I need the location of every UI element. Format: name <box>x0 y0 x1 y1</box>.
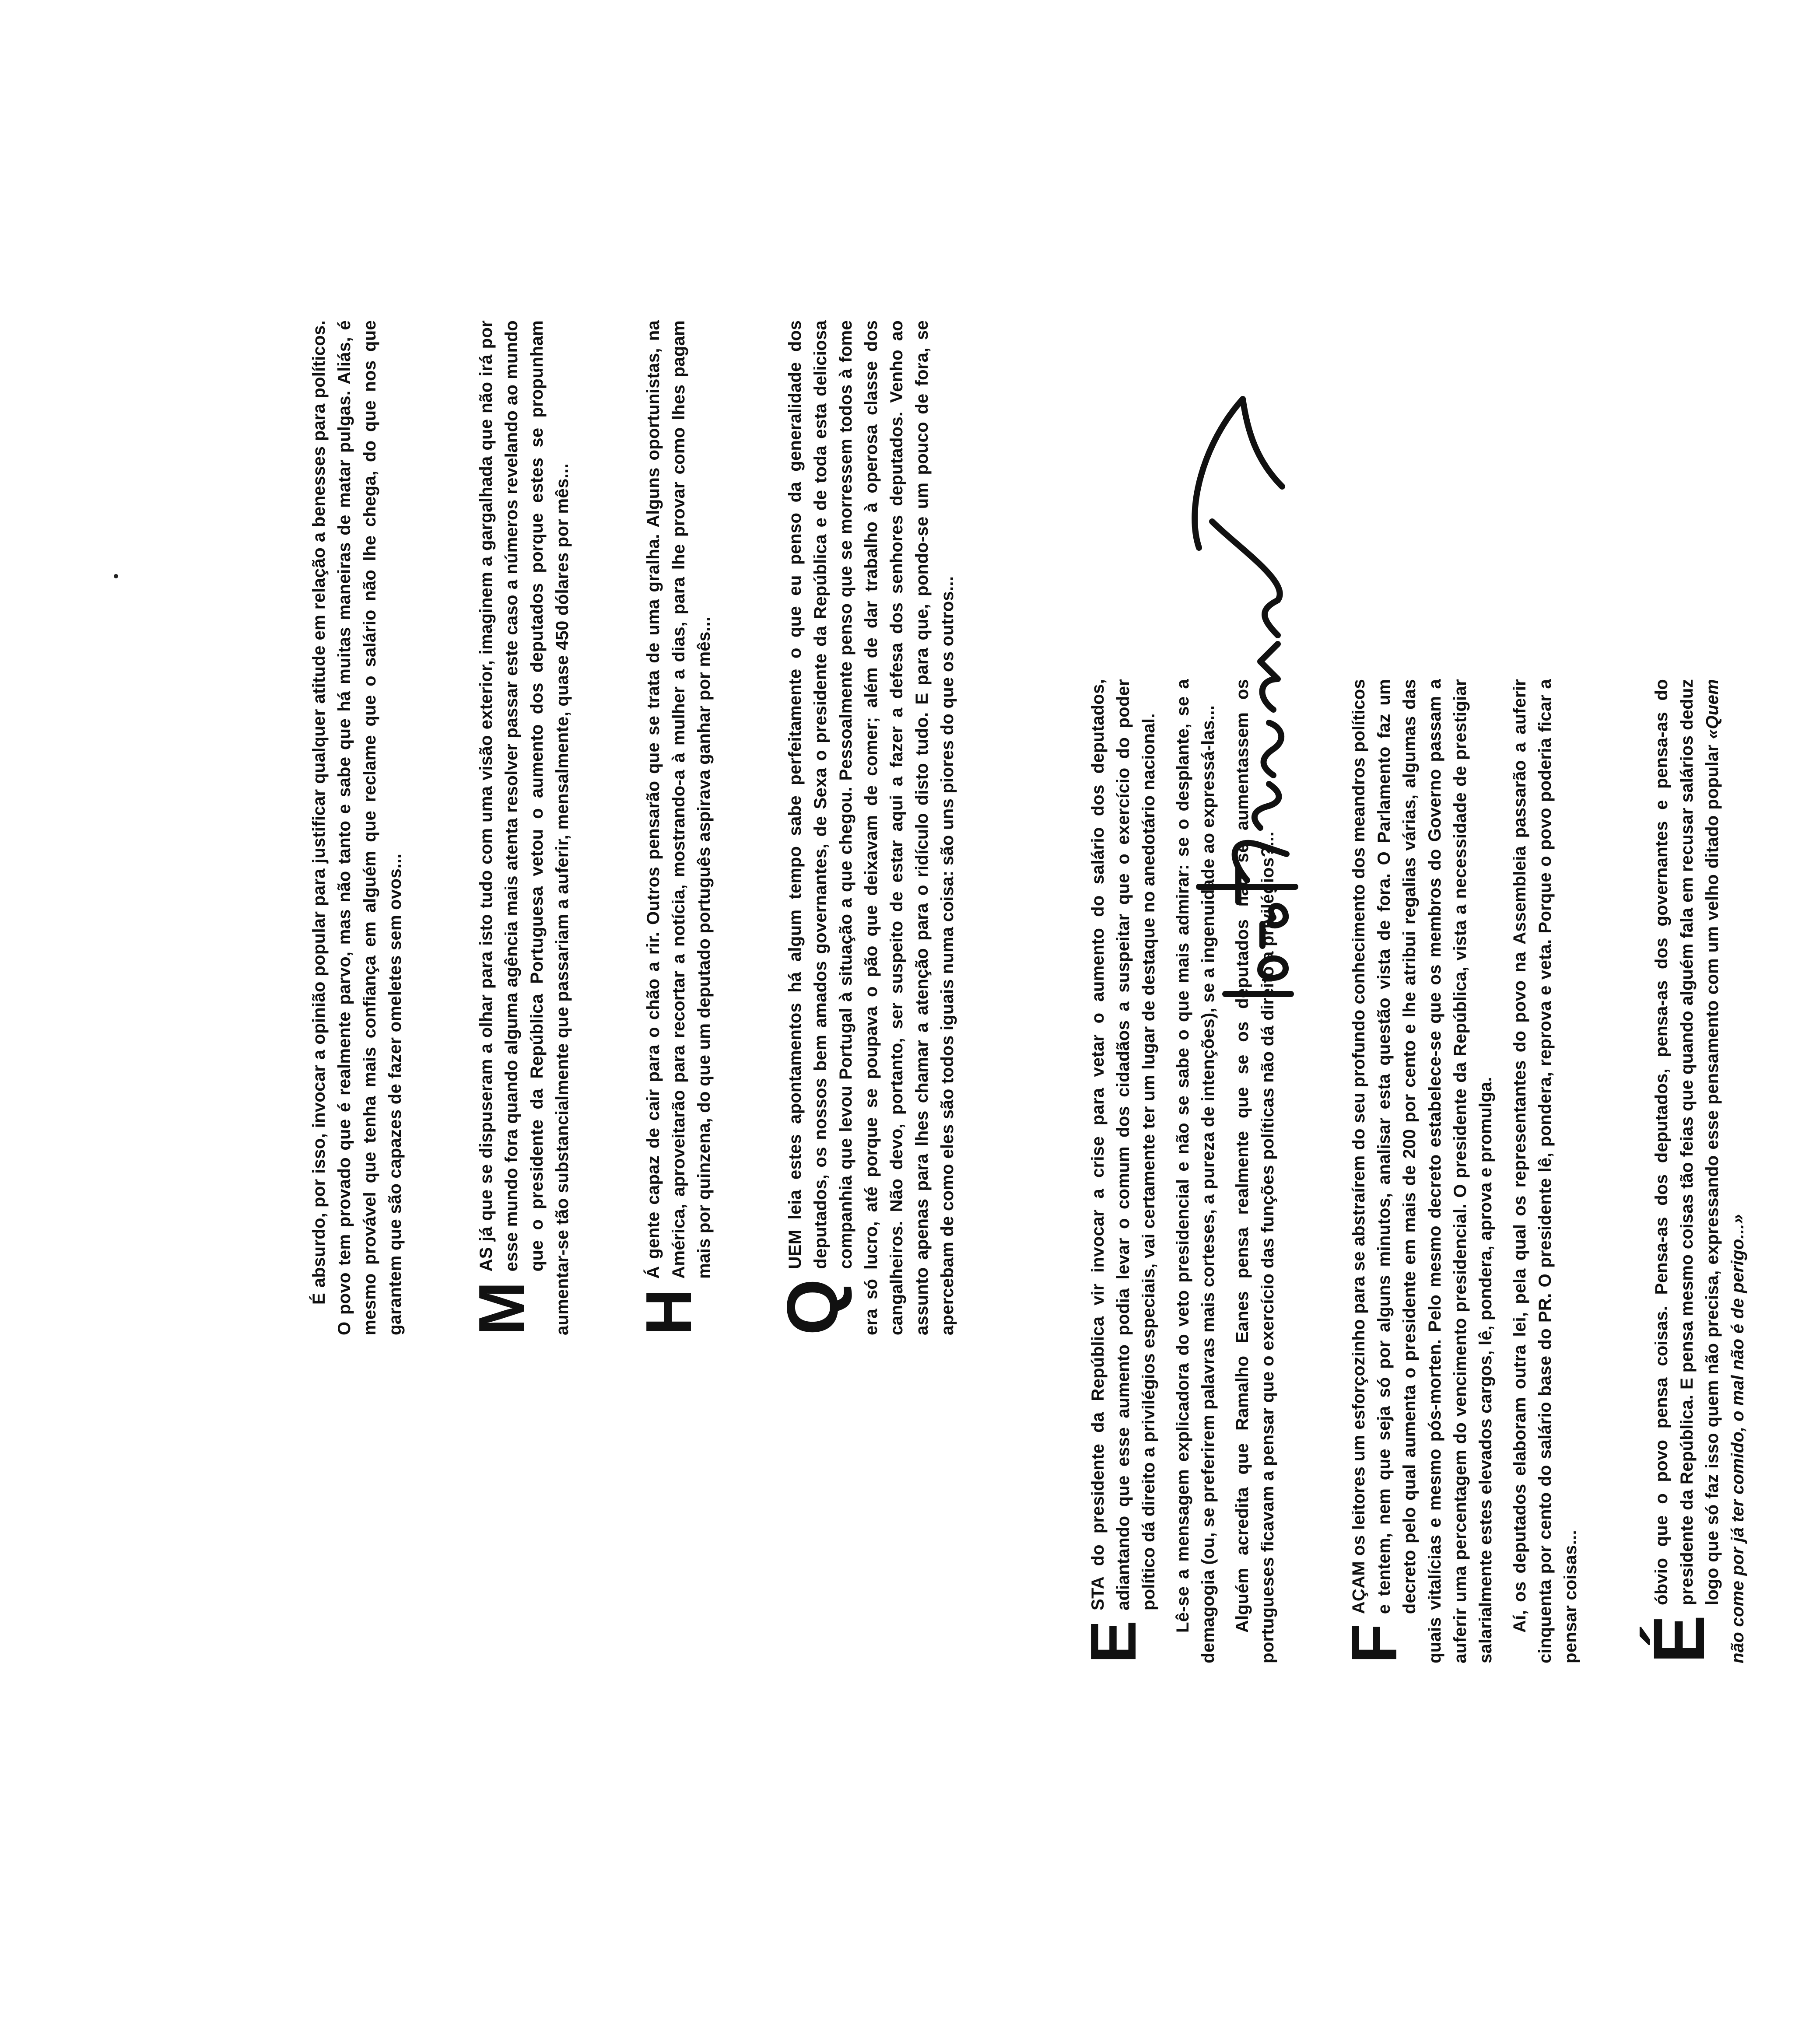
paragraph-eanes-question: Alguém acredita que Ramalho Eanes pensa realmente que se os deputados não se aumentassem os portugueses ficavam a pensar que o exercício das funções políticas não dá direito a privilégios?... <box>1233 679 1277 1663</box>
article-ha-block <box>633 320 717 1335</box>
paragraph-ha-text: Á gente capaz de cair para o chão a rir. Outros pensarão que se trata de uma gralha. Alguns oportunistas, na América, aproveitarão para recortar a notícia, mostrando-a à mulher a dias, para lhe provar como lhes pagam mais por quinzena, do que um deputado português aspirava ganhar por mês... <box>644 320 714 1279</box>
paragraph-quem <box>772 320 960 1335</box>
paragraph-obvio-text: óbvio que o povo pensa coisas. Pensa-as dos deputados, pensa-as dos governantes e pensa-as do presidente da República. E pensa mesmo coisas tão feias que quando alguém fala em recusar salários deduz logo que só faz isso quem não precisa, expressando esse pensamento com um velho ditado popular <box>1652 679 1722 1605</box>
paragraph-absurdo: É absurdo, por isso, invocar a opinião popular para justificar qualquer atitude em relação a benesses para políticos. O povo tem provado que é realmente parvo, mas não tanto e sabe que há muitas maneiras de matar pulgas. Aliás, é mesmo provável que tenha mais confiança em alguém que reclame que o salário não lhe chega, do que nos que garantem que são capazes de fazer omeletes sem ovos... <box>309 320 405 1335</box>
ink-speck <box>114 574 118 578</box>
paragraph-mas <box>466 320 575 1335</box>
article-obvio-block <box>1639 679 1750 1663</box>
paragraph-mas-text: AS já que se dispuseram a olhar para isto tudo com uma visão exterior, imaginem a gargalhada que não irá por esse mundo fora quando alguma agência mais atenta resolver passar este caso a números revelando ao mundo que o presidente da República Portuguesa vetou o aumento dos deputados porque estes se propunham aumentar-se tão substancialmente que passariam a auferir, mensalmente, quase 450 dólares por mês... <box>477 320 572 1335</box>
paragraph-intro <box>1077 679 1161 1663</box>
article-absurdo-block <box>306 320 408 1335</box>
paragraph-quem-text: UEM leia estes apontamentos há algum tempo sabe perfeitamente o que eu penso da generalidade dos deputados, os nossos bem amados governantes, de Sexa o presidente da República e de toda esta deliciosa companhia que levou Portugal à situação a que chegou. Pessoalmente penso que se morressem todos à fome era só lucro, até porque se poupava o pão que deixavam de comer; além de dar trabalho à operosa classe dos cangalheiros. Não devo, portanto, ser suspeito de estar aqui a fazer a defesa dos senhores deputados. Venho ao assunto apenas para lhes chamar a atenção para o ridículo disto tudo. E para que, pondo-se um pouco de fora, se apercebam de como eles são todos iguais numa coisa: são uns piores do que os outros... <box>785 320 957 1335</box>
dropcap-q: Q <box>772 1278 853 1335</box>
article-outside-view-block <box>1338 679 1583 1663</box>
dropcap-m: M <box>466 1281 538 1335</box>
article-mas-block <box>466 320 575 1335</box>
dropcap-e-acute: É <box>1639 1614 1720 1663</box>
handwritten-signature <box>1173 364 1304 1012</box>
dropcap-h: H <box>633 1288 705 1335</box>
paragraph-intro-text: STA do presidente da República vir invocar a crise para vetar o aumento do salário dos deputados, adiantando que esse aumento podia levar o comum dos cidadãos a suspeitar que o exercício do poder político dá direito a privilégios especiais, vai certamente ter um lugar de destaque no anedotário nacional. <box>1088 679 1158 1610</box>
paragraph-obvio <box>1639 679 1750 1663</box>
dropcap-e: E <box>1077 1620 1150 1663</box>
paragraph-deputados-lei: Aí, os deputados elaboram outra lei, pela qual os representantes do povo na Assembleia passarão a auferir cinquenta por cento do salário base do PR. O presidente lê, pondera, reprova e veta. Porque o povo poderia ficar a pensar coisas... <box>1510 679 1580 1663</box>
article-quem-block <box>772 320 960 1335</box>
paragraph-facam-text: AÇAM os leitores um esforçozinho para se abstraírem do seu profundo conhecimento dos meandros políticos e tentem, nem que seja só por alguns minutos, analisar esta questão vista de fora. O Parlamento faz um decreto pelo qual aumenta o presidente em mais de 200 por cento e lhe atribui regalias várias, algumas das quais vitalícias e mesmo pós-morten. Pelo mesmo decreto estabelece-se que os membros do Governo passam a auferir uma percentagem do vencimento presidencial. O presidente da República, vista a necessidade de prestigiar salarialmente estes elevados cargos, lê, pondera, aprova e promulga. <box>1349 679 1495 1663</box>
dropcap-f: F <box>1338 1624 1410 1663</box>
article-right-column <box>306 320 1026 1335</box>
paragraph-ha <box>633 320 717 1335</box>
paragraph-veto-message: Lê-se a mensagem explicadora do veto presidencial e não se sabe o que mais admirar: se o desplante, se a demagogia (ou, se preferirem palavras mais corteses, a pureza de intenções), se a ingenuidade ao expressá-las... <box>1173 679 1218 1663</box>
paragraph-facam <box>1338 679 1498 1663</box>
popular-saying-quote: «Quem não come por já ter comido, o mal não é de perigo...» <box>1703 679 1747 1663</box>
